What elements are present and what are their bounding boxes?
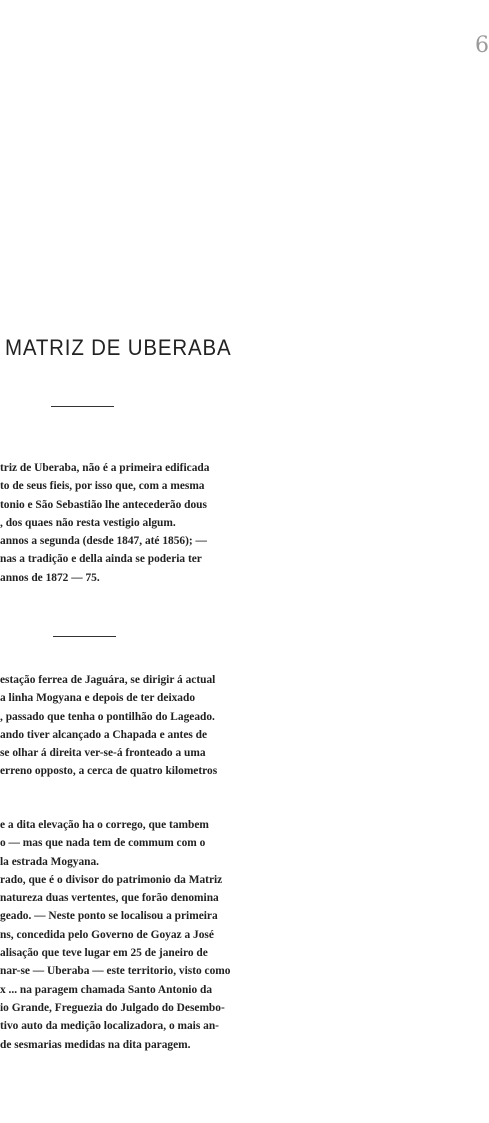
text-line: de sesmarias medidas na dita paragem. <box>0 1038 191 1051</box>
text-line: x ... na paragem chamada Santo Antonio da <box>0 983 213 996</box>
page-number: 6 <box>475 33 489 58</box>
text-line: nas a tradição e della ainda se poderia ter <box>0 553 202 566</box>
text-line: e a dita elevação ha o corrego, que tambem <box>0 819 209 831</box>
text-line: estação ferrea de Jaguára, se dirigir á actual <box>0 674 216 686</box>
text-line: annos de 1872 — 75. <box>0 571 100 584</box>
text-line: se olhar á direita ver-se-á fronteado a uma <box>0 747 206 760</box>
text-line: nar-se — Uberaba — este territorio, visto como <box>0 965 231 978</box>
paragraph-3 <box>0 816 345 1054</box>
text-line: tivo auto da medição localizadora, o mais an- <box>0 1020 219 1033</box>
text-line: ns, concedida pelo Governo de Goyaz a José <box>0 928 214 941</box>
text-line: , passado que tenha o pontilhão do Lageado. <box>0 710 215 723</box>
paragraph-1 <box>0 459 345 587</box>
title-divider <box>51 406 114 407</box>
text-line: natureza duas vertentes, que forão denomina <box>0 892 219 905</box>
text-line: annos a segunda (desde 1847, até 1856); — <box>0 535 207 548</box>
paragraph-2 <box>0 671 345 781</box>
page-title: MATRIZ DE UBERABA <box>5 335 232 360</box>
text-line: io Grande, Freguezia do Julgado do Desembo- <box>0 1001 225 1014</box>
text-line: geado. — Neste ponto se localisou a primeira <box>0 910 218 923</box>
text-line: erreno opposto, a cerca de quatro kilometros <box>0 765 218 778</box>
text-line: to de seus fieis, por isso que, com a mesma <box>0 480 205 493</box>
text-line: rado, que é o divisor do patrimonio da Matriz <box>0 873 223 886</box>
section-divider <box>53 636 116 637</box>
text-line: la estrada Mogyana. <box>0 855 100 868</box>
text-line: triz de Uberaba, não é a primeira edificada <box>0 462 210 474</box>
text-line: a linha Mogyana e depois de ter deixado <box>0 692 196 705</box>
text-line: o — mas que nada tem de commum com o <box>0 837 206 850</box>
text-line: tonio e São Sebastião lhe antecederão dous <box>0 498 207 511</box>
text-line: , dos quaes não resta vestigio algum. <box>0 516 176 529</box>
text-line: ando tiver alcançado a Chapada e antes de <box>0 728 208 741</box>
text-line: alisação que teve lugar em 25 de janeiro de <box>0 947 208 960</box>
